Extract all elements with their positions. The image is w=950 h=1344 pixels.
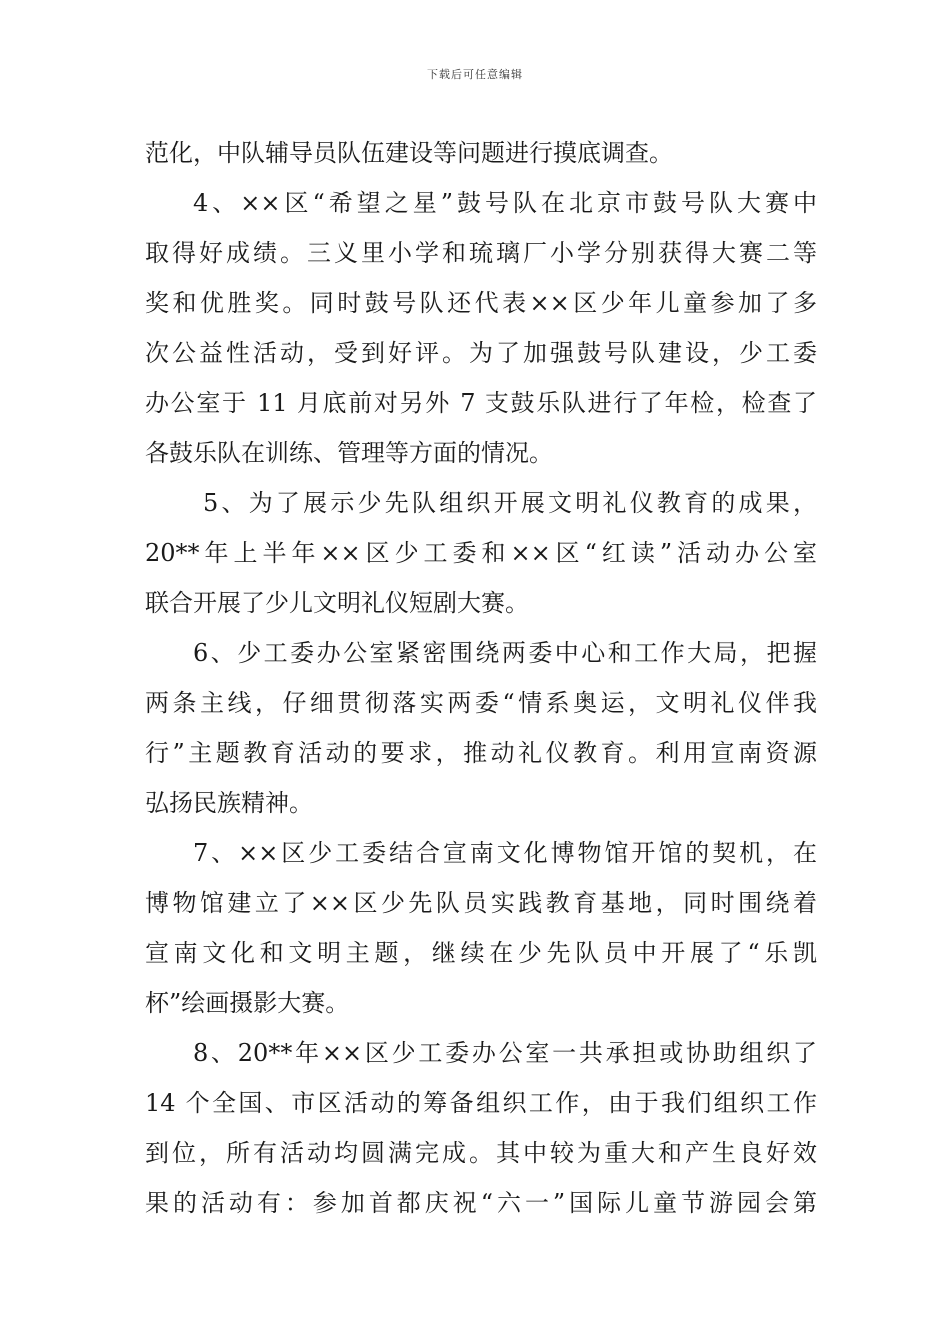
text-line: 杯”绘画摄影大赛。 [145, 989, 350, 1017]
paragraph-item-7 [145, 828, 817, 1028]
text-line: 20**年上半年××区少工委和××区“红读”活动办公室 [145, 539, 817, 567]
text-line: 7、××区少工委结合宣南文化博物馆开馆的契机，在 [193, 839, 817, 867]
text-line: 次公益性活动，受到好评。为了加强鼓号队建设，少工委 [145, 339, 817, 367]
text-line: 奖和优胜奖。同时鼓号队还代表××区少年儿童参加了多 [145, 289, 817, 317]
text-line: 5、为了展示少先队组织开展文明礼仪教育的成果， [203, 489, 817, 517]
text-line: 宣南文化和文明主题，继续在少先队员中开展了“乐凯 [145, 939, 817, 967]
text-line: 博物馆建立了××区少先队员实践教育基地，同时围绕着 [145, 889, 817, 917]
text-line: 取得好成绩。三义里小学和琉璃厂小学分别获得大赛二等 [145, 239, 817, 267]
text-line: 弘扬民族精神。 [145, 789, 313, 817]
text-line: 行”主题教育活动的要求，推动礼仪教育。利用宣南资源 [145, 739, 817, 767]
text-line: 联合开展了少儿文明礼仪短剧大赛。 [145, 589, 529, 617]
text-line: 办公室于 11 月底前对另外 7 支鼓乐队进行了年检，检查了 [145, 389, 817, 417]
page-header: 下载后可任意编辑 [427, 68, 523, 81]
document-body [145, 128, 817, 1228]
paragraph-item-6 [145, 628, 817, 828]
text-line: 各鼓乐队在训练、管理等方面的情况。 [145, 439, 553, 467]
paragraph-item-4 [145, 178, 817, 478]
text-line: 果的活动有：参加首都庆祝“六一”国际儿童节游园会第 [145, 1189, 817, 1217]
text-line: 6、少工委办公室紧密围绕两委中心和工作大局，把握 [193, 639, 817, 667]
text-line: 到位，所有活动均圆满完成。其中较为重大和产生良好效 [145, 1139, 817, 1167]
text-line: 范化，中队辅导员队伍建设等问题进行摸底调查。 [145, 139, 673, 167]
paragraph-item-8 [145, 1028, 817, 1228]
text-line: 两条主线，仔细贯彻落实两委“情系奥运，文明礼仪伴我 [145, 689, 817, 717]
text-line: 14 个全国、市区活动的筹备组织工作，由于我们组织工作 [145, 1089, 817, 1117]
paragraph-continuation [145, 128, 817, 178]
text-line: 8、20**年××区少工委办公室一共承担或协助组织了 [193, 1039, 817, 1067]
text-line: 4、××区“希望之星”鼓号队在北京市鼓号队大赛中 [193, 189, 817, 217]
paragraph-item-5 [145, 478, 817, 628]
